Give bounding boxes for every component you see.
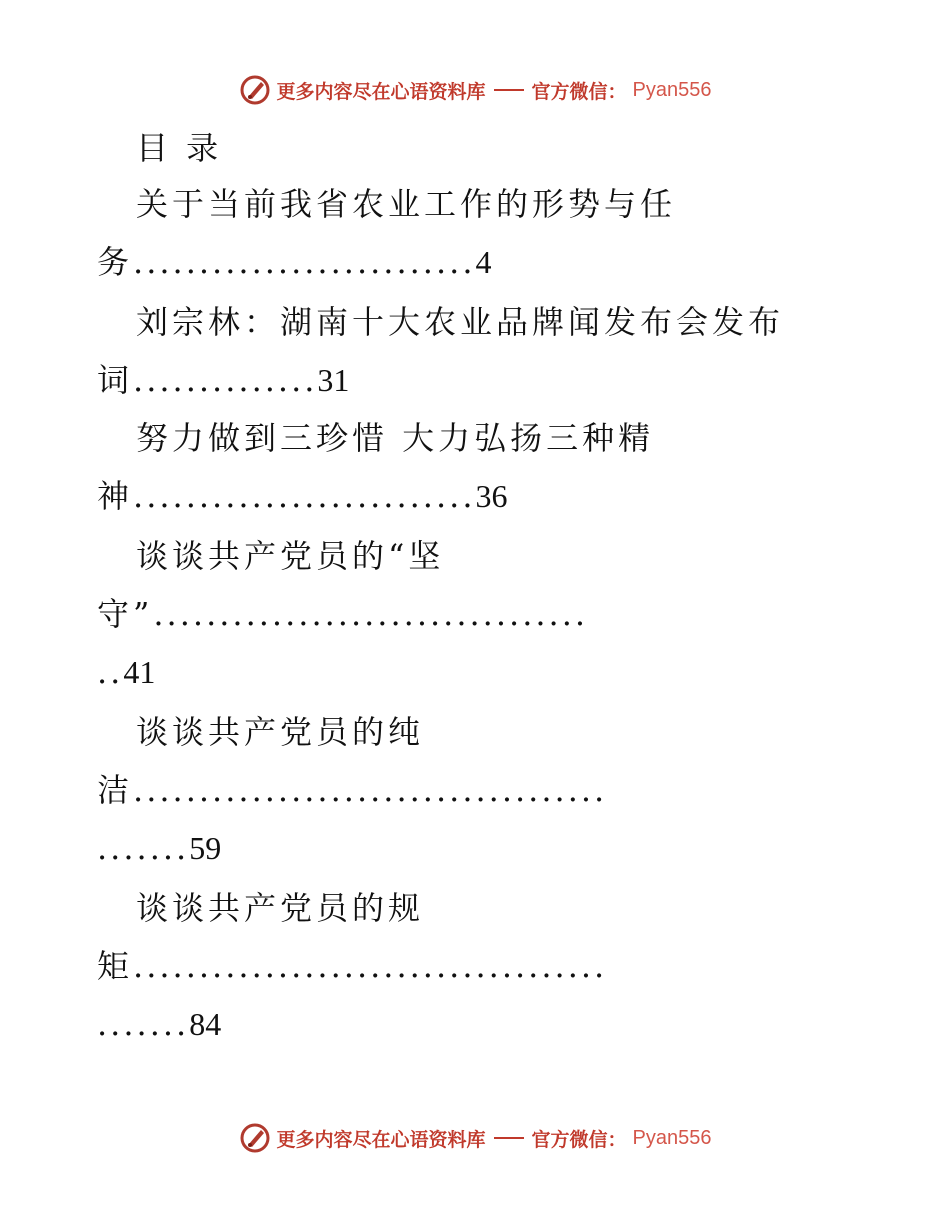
toc-dot-leader: ....................................: [133, 947, 608, 985]
toc-page-number: 59: [189, 830, 222, 866]
toc-entry-title-tail: 词: [97, 361, 134, 399]
footer-banner: [0, 1118, 950, 1158]
toc-heading: 目 录: [136, 129, 223, 167]
toc-dot-leader: ..............: [133, 361, 318, 399]
toc-entry-leader: [97, 242, 491, 282]
banner-wechat-id: Pyan556: [632, 78, 712, 101]
banner-suffix: 官方微信：: [531, 80, 627, 103]
toc-entry-title: 努力做到三珍惜 大力弘扬三种精: [136, 419, 655, 457]
toc-entry-title-tail: 守”: [97, 595, 154, 633]
header-banner: [0, 70, 950, 110]
toc-entry-leader: [97, 360, 349, 400]
toc-entry-title: 刘宗林：湖南十大农业品牌闻发布会发布: [136, 303, 785, 341]
toc-dot-leader: .......: [97, 1005, 190, 1043]
toc-dot-leader: ..: [97, 653, 124, 691]
toc-entry-title: 谈谈共产党员的纯: [136, 713, 425, 751]
banner-wechat-id: Pyan556: [632, 1126, 712, 1149]
toc-dot-leader: .................................: [153, 595, 589, 633]
toc-dot-leader: ....................................: [133, 771, 608, 809]
toc-entry-title: 关于当前我省农业工作的形势与任: [136, 185, 677, 223]
toc-entry-title-tail: 矩: [97, 947, 134, 985]
toc-entry-title-tail: 神: [97, 477, 134, 515]
pen-logo-icon: [239, 74, 271, 106]
toc-page-number: 4: [475, 244, 492, 280]
toc-entry-leader: [97, 770, 607, 810]
banner-text: 更多内容尽在心语资料库: [276, 1128, 486, 1151]
banner-dash: [494, 1137, 524, 1139]
toc-entry-leader-continued: [97, 1004, 221, 1044]
toc-entry-leader: [97, 594, 588, 634]
toc-entry-title: 谈谈共产党员的规: [136, 889, 425, 927]
toc-entry-title-tail: 洁: [97, 771, 134, 809]
toc-entry-leader-continued: [97, 828, 221, 868]
banner-suffix: 官方微信：: [531, 1128, 627, 1151]
toc-entry-title-tail: 务: [97, 243, 134, 281]
toc-page-number: 31: [317, 362, 350, 398]
toc-page-number: 41: [123, 654, 156, 690]
toc-dot-leader: .......: [97, 829, 190, 867]
toc-dot-leader: ..........................: [133, 477, 476, 515]
toc-page-number: 36: [475, 478, 508, 514]
toc-entry-leader: [97, 476, 507, 516]
toc-entry-title: 谈谈共产党员的“坚: [136, 537, 445, 575]
toc-entry-leader-continued: [97, 652, 155, 692]
toc-dot-leader: ..........................: [133, 243, 476, 281]
pen-logo-icon: [239, 1122, 271, 1154]
banner-text: 更多内容尽在心语资料库: [276, 80, 486, 103]
toc-entry-leader: [97, 946, 607, 986]
banner-dash: [494, 89, 524, 91]
toc-page-number: 84: [189, 1006, 222, 1042]
